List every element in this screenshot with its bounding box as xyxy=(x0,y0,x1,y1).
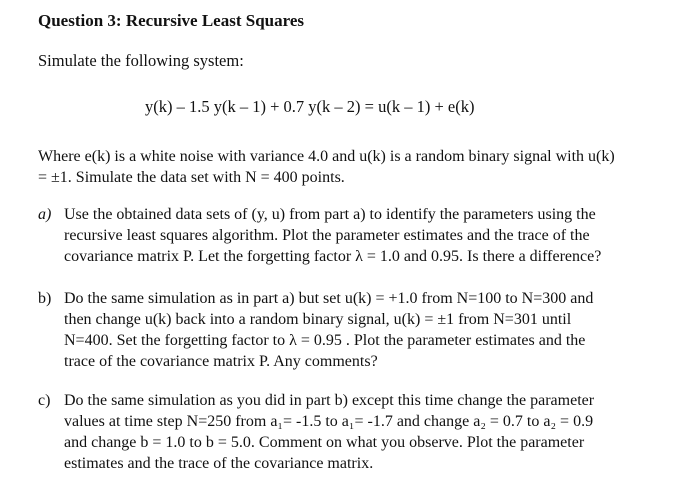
part-b-line: N=400. Set the forgetting factor to λ = 0.95 . Plot the parameter estimates and the xyxy=(64,332,586,349)
where-line: Where e(k) is a white noise with variance 4.0 and u(k) is a random binary signal with u(k) xyxy=(38,148,615,165)
part-c-line: and change b = 1.0 to b = 5.0. Comment on what you observe. Plot the parameter xyxy=(64,434,585,451)
part-b-line: Do the same simulation as in part a) but set u(k) = +1.0 from N=100 to N=300 and xyxy=(64,290,594,307)
part-c-text xyxy=(64,390,676,474)
part-a-line: covariance matrix P. Let the forgetting factor λ = 1.0 and 0.95. Is there a difference? xyxy=(64,248,602,265)
question-title: Question 3: Recursive Least Squares xyxy=(38,11,305,30)
intro-text: Simulate the following system: xyxy=(38,51,244,70)
part-b-line: then change u(k) back into a random binary signal, u(k) = ±1 from N=301 until xyxy=(64,311,572,328)
part-a-line: Use the obtained data sets of (y, u) from part a) to identify the parameters using the xyxy=(64,206,596,223)
part-c-line: estimates and the trace of the covariance matrix. xyxy=(64,455,374,472)
system-equation: y(k) – 1.5 y(k – 1) + 0.7 y(k – 2) = u(k – 1) + e(k) xyxy=(145,97,475,116)
part-b-marker: b) xyxy=(38,290,52,307)
part-b-text xyxy=(64,288,676,372)
part-b-line: trace of the covariance matrix P. Any comments? xyxy=(64,353,378,370)
part-c-marker: c) xyxy=(38,392,51,409)
part-a-line: recursive least squares algorithm. Plot the parameter estimates and the trace of the xyxy=(64,227,590,244)
part-a-marker: a) xyxy=(38,206,52,223)
where-line: = ±1. Simulate the data set with N = 400 points. xyxy=(38,169,345,186)
where-paragraph xyxy=(38,146,678,188)
part-c-line: Do the same simulation as you did in part b) except this time change the parameter xyxy=(64,392,595,409)
part-a-text xyxy=(64,204,676,267)
part-c-line: values at time step N=250 from a₁= -1.5 to a₁= -1.7 and change a₂ = 0.7 to a₂ = 0.9 xyxy=(64,413,594,430)
